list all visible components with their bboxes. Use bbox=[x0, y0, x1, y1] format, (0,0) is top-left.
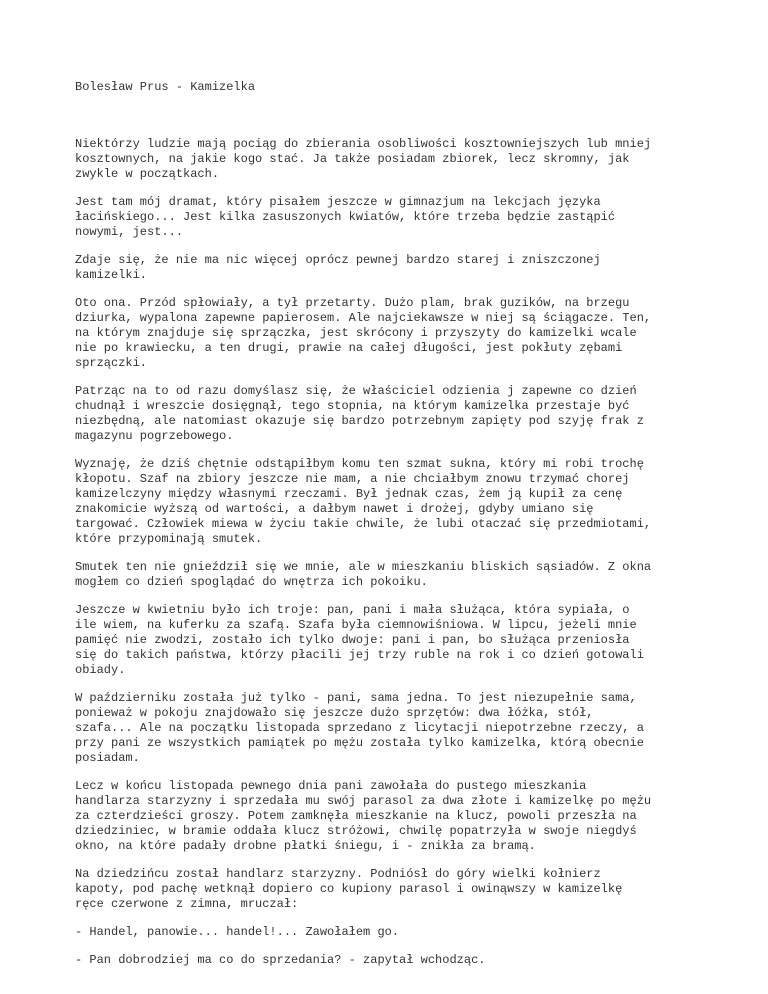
paragraph: Oto ona. Przód spłowiały, a tył przetarty. Dużo plam, brak guzików, na brzegu dziurka, wypalona zapewne papierosem. Ale najciekawsze w niej są ściągacze. Ten, na którym znajduje się sprzączka, jest skrócony i przyszyty do kamizelki wcale nie po krawiecku, a ten drugi, prawie na całej długości, jest pokłuty zębami sprzączki. bbox=[75, 296, 652, 370]
paragraph: Zdaje się, że nie ma nic więcej oprócz pewnej bardzo starej i zniszczonej kamizelki. bbox=[75, 253, 601, 282]
paragraph: Jest tam mój dramat, który pisałem jeszcze w gimnazjum na lekcjach języka łacińskiego... Jest kilka zasuszonych kwiatów, które trzeba będzie zastąpić nowymi, jest... bbox=[75, 195, 616, 239]
paragraph: Niektórzy ludzie mają pociąg do zbierania osobliwości kosztowniejszych lub mniej kosztownych, na jakie kogo stać. Ja także posiadam zbiorek, lecz skromny, jak zwykle w początkach. bbox=[75, 137, 652, 181]
paragraph: Na dziedzińcu został handlarz starzyzny. Podniósł do góry wielki kołnierz kapoty, pod pachę wetknął dopiero co kupiony parasol i owinąwszy w kamizelkę ręce czerwone z zimna, mruczał: bbox=[75, 867, 623, 911]
paragraph: W październiku została już tylko - pani, sama jedna. To jest niezupełnie sama, ponieważ w pokoju znajdowało się jeszcze dużo sprzętów: dwa łóżka, stół, szafa... Ale na początku listopada sprzedano z licytacji niepotrzebne rzeczy, a przy pani ze wszystkich pamiątek po mężu została tylko kamizelka, którą obecnie posiadam. bbox=[75, 691, 644, 765]
document-page bbox=[75, 80, 715, 981]
paragraph: Jeszcze w kwietniu było ich troje: pan, pani i mała służąca, która sypiała, o ile wiem, na kuferku za szafą. Szafa była ciemnowiśniowa. W lipcu, jeżeli mnie pamięć nie zwodzi, zostało ich tylko dwoje: pani i pan, bo służąca przeniosła się do takich państwa, którzy płacili jej trzy ruble na rok i co dzień gotowali obiady. bbox=[75, 603, 644, 677]
paragraph: Wyznaję, że dziś chętnie odstąpiłbym komu ten szmat sukna, który mi robi trochę kłopotu. Szaf na zbiory jeszcze nie mam, a nie chciałbym znowu trzymać chorej kamizelczyny między własnymi rzeczami. Był jednak czas, żem ją kupił za cenę znakomicie wyższą od wartości, a dałbym nawet i drożej, gdyby umiano się targować. Człowiek miewa w życiu takie chwile, że lubi otaczać się przedmiotami, które przypominają smutek. bbox=[75, 457, 652, 546]
paragraph: Lecz w końcu listopada pewnego dnia pani zawołała do pustego mieszkania handlarza starzyzny i sprzedała mu swój parasol za dwa złote i kamizelkę po mężu za czterdzieści groszy. Potem zamknęła mieszkanie na klucz, powoli przeszła na dziedziniec, w bramie oddała klucz stróżowi, chwilę popatrzyła w swoje niegdyś okno, na które padały drobne płatki śniegu, i - znikła za bramą. bbox=[75, 779, 652, 853]
paragraph: - Handel, panowie... handel!... Zawołałem go. bbox=[75, 925, 400, 939]
paragraph: Smutek ten nie gnieździł się we mnie, ale w mieszkaniu bliskich sąsiadów. Z okna mogłem co dzień spoglądać do wnętrza ich pokoiku. bbox=[75, 560, 652, 589]
document-title: Bolesław Prus - Kamizelka bbox=[75, 80, 256, 94]
paragraph: Patrząc na to od razu domyślasz się, że właściciel odzienia j zapewne co dzień chudnął i wreszcie dosięgnął, tego stopnia, na którym kamizelka przestaje być niezbędną, ale natomiast okazuje się bardzo potrzebnym zapięty pod szyję frak z magazynu pogrzebowego. bbox=[75, 384, 644, 443]
paragraph: - Pan dobrodziej ma co do sprzedania? - zapytał wchodząc. bbox=[75, 953, 486, 967]
